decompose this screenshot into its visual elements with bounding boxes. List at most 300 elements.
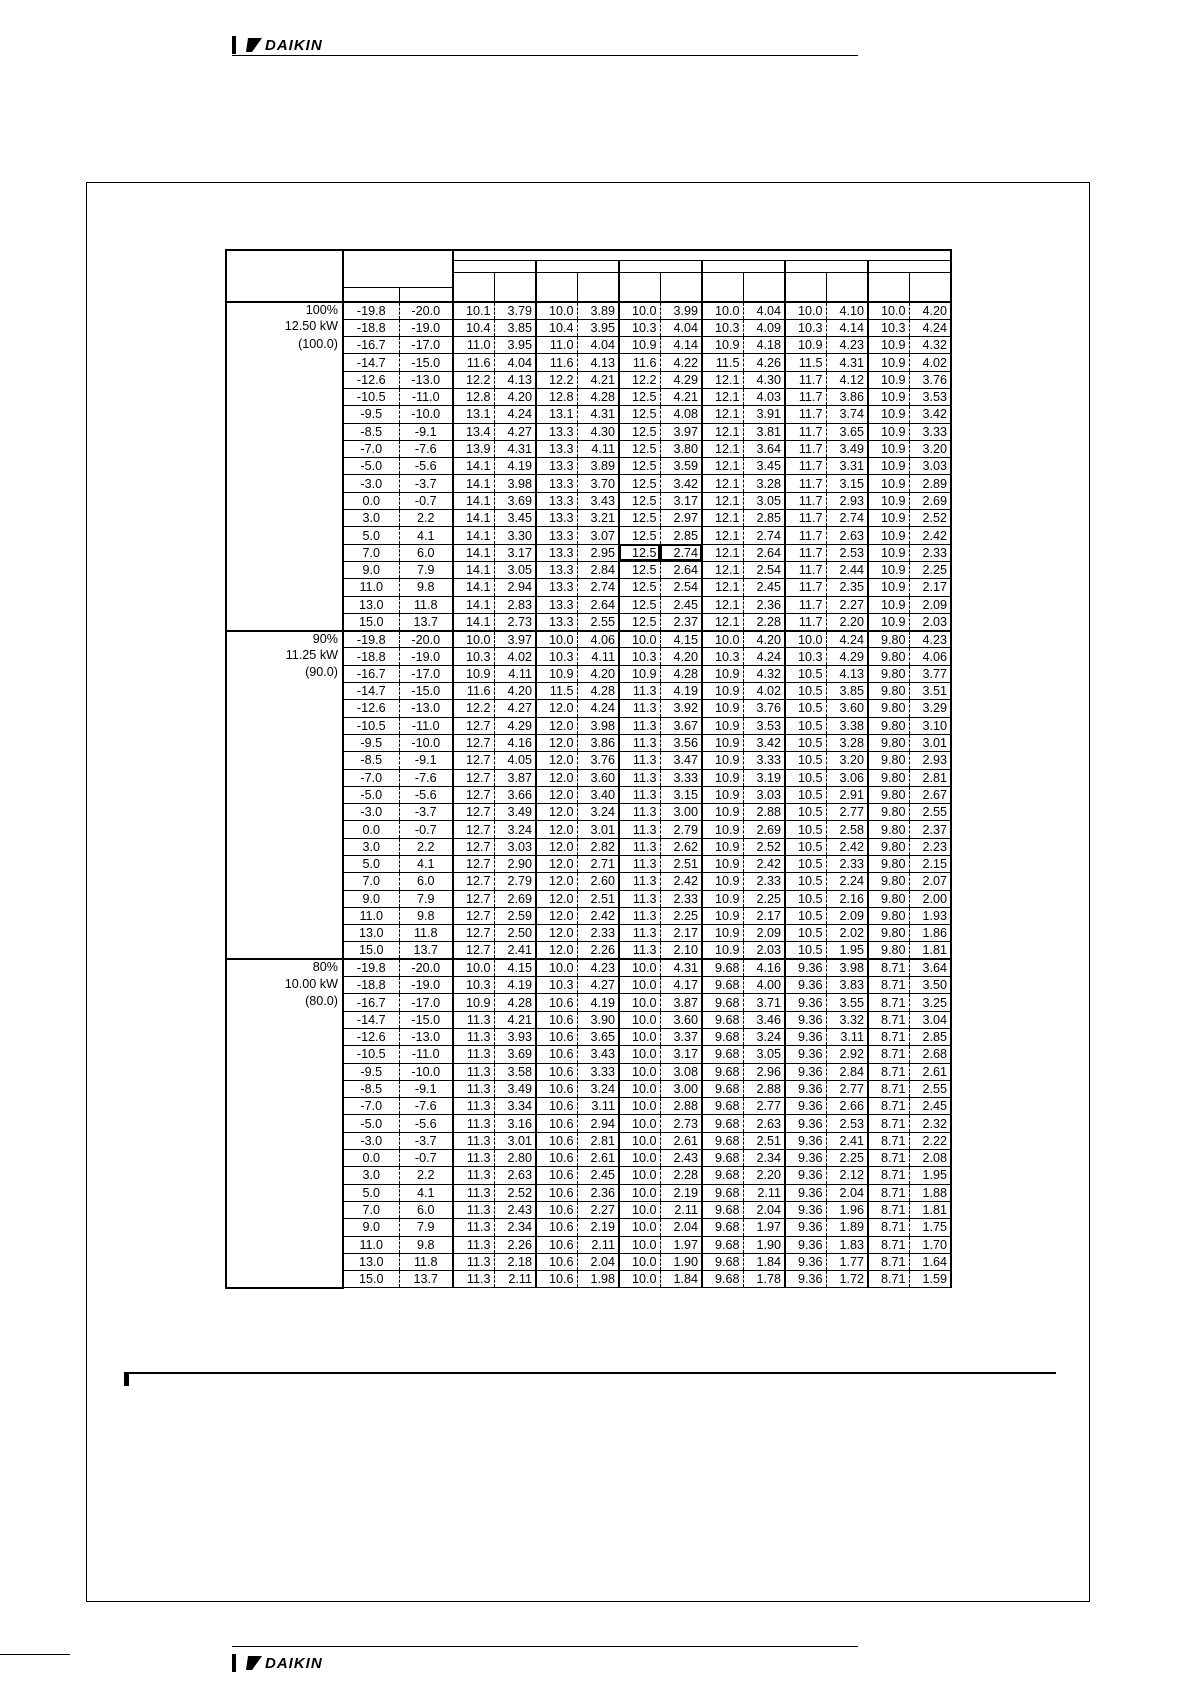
- power-cell: 3.28: [743, 475, 785, 492]
- temp-cell: -7.0: [343, 440, 399, 457]
- power-cell: 2.83: [494, 596, 536, 613]
- capacity-cell: 10.0: [619, 1201, 660, 1218]
- block-label-cell: [226, 890, 343, 907]
- capacity-cell: 11.7: [785, 579, 826, 596]
- power-cell: 4.03: [743, 388, 785, 405]
- power-cell: 4.20: [577, 665, 619, 682]
- power-cell: 3.55: [826, 994, 868, 1011]
- power-cell: 2.20: [743, 1167, 785, 1184]
- capacity-cell: 14.1: [453, 527, 494, 544]
- capacity-cell: 10.0: [619, 994, 660, 1011]
- temp-cell: -5.0: [343, 786, 399, 803]
- capacity-cell: 12.7: [453, 925, 494, 942]
- temp-cell: 15.0: [343, 942, 399, 959]
- temp-cell: -15.0: [399, 354, 453, 371]
- capacity-cell: 10.9: [868, 440, 909, 457]
- power-cell: 3.17: [494, 544, 536, 561]
- power-cell: 2.52: [494, 1184, 536, 1201]
- performance-table: [225, 249, 952, 1289]
- power-cell: 4.24: [743, 648, 785, 665]
- capacity-cell: 10.9: [702, 769, 743, 786]
- power-cell: 3.01: [494, 1132, 536, 1149]
- temp-cell: -3.7: [399, 1132, 453, 1149]
- power-cell: 3.17: [660, 492, 702, 509]
- power-cell: 1.93: [909, 907, 951, 924]
- power-cell: 4.28: [577, 683, 619, 700]
- capacity-cell: 8.71: [868, 1080, 909, 1097]
- capacity-cell: 8.71: [868, 1253, 909, 1270]
- capacity-cell: 10.9: [868, 475, 909, 492]
- capacity-cell: 12.8: [536, 388, 577, 405]
- power-cell: 3.87: [660, 994, 702, 1011]
- capacity-cell: 11.3: [619, 683, 660, 700]
- block-label-cell: [226, 648, 343, 665]
- capacity-cell: 10.3: [785, 648, 826, 665]
- power-cell: 3.91: [743, 406, 785, 423]
- power-cell: 3.95: [577, 319, 619, 336]
- temp-cell: -5.6: [399, 786, 453, 803]
- capacity-cell: 9.36: [785, 1253, 826, 1270]
- power-cell: 3.92: [660, 700, 702, 717]
- capacity-cell: 10.6: [536, 1046, 577, 1063]
- power-cell: 2.77: [826, 804, 868, 821]
- power-cell: 2.17: [909, 579, 951, 596]
- power-cell: 3.64: [909, 959, 951, 976]
- capacity-cell: 9.36: [785, 1046, 826, 1063]
- power-cell: 2.33: [743, 873, 785, 890]
- power-cell: 1.84: [743, 1253, 785, 1270]
- capacity-cell: 10.5: [785, 717, 826, 734]
- power-cell: 2.09: [743, 925, 785, 942]
- table-row: [226, 942, 951, 959]
- power-cell: 2.00: [909, 890, 951, 907]
- capacity-cell: 10.9: [453, 665, 494, 682]
- capacity-cell: 12.2: [453, 371, 494, 388]
- header-cell: [743, 273, 785, 288]
- table-row: [226, 510, 951, 527]
- capacity-cell: 10.9: [702, 856, 743, 873]
- power-cell: 2.81: [909, 769, 951, 786]
- capacity-cell: 10.0: [619, 1236, 660, 1253]
- capacity-cell: 12.0: [536, 717, 577, 734]
- power-cell: 2.33: [577, 925, 619, 942]
- power-cell: 2.61: [577, 1150, 619, 1167]
- temp-cell: 3.0: [343, 838, 399, 855]
- header-cell: [536, 287, 577, 302]
- power-cell: 2.94: [577, 1115, 619, 1132]
- temp-cell: 9.0: [343, 1219, 399, 1236]
- capacity-cell: 10.0: [536, 631, 577, 648]
- power-cell: 2.11: [577, 1236, 619, 1253]
- capacity-cell: 13.4: [453, 423, 494, 440]
- capacity-cell: 10.3: [536, 977, 577, 994]
- power-cell: 3.01: [909, 734, 951, 751]
- power-cell: 4.17: [660, 977, 702, 994]
- capacity-cell: 10.0: [619, 631, 660, 648]
- temp-cell: -19.0: [399, 648, 453, 665]
- footer-logo: [232, 1654, 323, 1672]
- power-cell: 4.27: [494, 423, 536, 440]
- table-row: [226, 579, 951, 596]
- power-cell: 2.69: [494, 890, 536, 907]
- power-cell: 4.24: [494, 406, 536, 423]
- block-label: (80.0): [305, 993, 338, 1008]
- block-label-cell: [226, 977, 343, 994]
- power-cell: 3.15: [660, 786, 702, 803]
- power-cell: 3.00: [660, 804, 702, 821]
- block-label-cell: [226, 440, 343, 457]
- capacity-cell: 12.7: [453, 734, 494, 751]
- table-row: [226, 1236, 951, 1253]
- block-label-cell: [226, 475, 343, 492]
- power-cell: 2.74: [577, 579, 619, 596]
- power-cell: 2.20: [826, 613, 868, 630]
- power-cell: 2.85: [743, 510, 785, 527]
- table-row: [226, 786, 951, 803]
- temp-cell: -3.7: [399, 804, 453, 821]
- capacity-cell: 10.6: [536, 1201, 577, 1218]
- power-cell: 3.81: [743, 423, 785, 440]
- table-row: [226, 734, 951, 751]
- block-label-cell: [226, 337, 343, 354]
- power-cell: 2.82: [577, 838, 619, 855]
- power-cell: 2.27: [577, 1201, 619, 1218]
- power-cell: 4.24: [826, 631, 868, 648]
- capacity-cell: 13.1: [536, 406, 577, 423]
- capacity-cell: 9.68: [702, 1115, 743, 1132]
- power-cell: 2.26: [577, 942, 619, 959]
- capacity-cell: 12.0: [536, 925, 577, 942]
- capacity-cell: 8.71: [868, 1063, 909, 1080]
- temp-cell: -16.7: [343, 665, 399, 682]
- capacity-cell: 9.36: [785, 1201, 826, 1218]
- temp-cell: 0.0: [343, 821, 399, 838]
- power-cell: 3.49: [494, 804, 536, 821]
- capacity-cell: 11.3: [619, 700, 660, 717]
- power-cell: 3.45: [743, 458, 785, 475]
- capacity-cell: 12.5: [619, 492, 660, 509]
- power-cell: 3.77: [909, 665, 951, 682]
- capacity-cell: 10.9: [702, 804, 743, 821]
- power-cell: 1.64: [909, 1253, 951, 1270]
- capacity-cell: 11.7: [785, 510, 826, 527]
- power-cell: 3.34: [494, 1098, 536, 1115]
- power-cell: 4.13: [577, 354, 619, 371]
- capacity-cell: 11.3: [453, 1080, 494, 1097]
- power-cell: 2.45: [743, 579, 785, 596]
- power-cell: 3.95: [494, 337, 536, 354]
- temp-cell: 9.8: [399, 579, 453, 596]
- temp-cell: 13.0: [343, 596, 399, 613]
- capacity-cell: 10.9: [702, 337, 743, 354]
- power-cell: 2.81: [577, 1132, 619, 1149]
- power-cell: 3.99: [660, 302, 702, 319]
- power-cell: 2.93: [826, 492, 868, 509]
- capacity-cell: 10.4: [453, 319, 494, 336]
- temp-cell: -19.8: [343, 631, 399, 648]
- capacity-cell: 9.68: [702, 1011, 743, 1028]
- temp-cell: -14.7: [343, 354, 399, 371]
- power-cell: 2.42: [743, 856, 785, 873]
- power-cell: 1.84: [660, 1271, 702, 1288]
- power-cell: 2.54: [660, 579, 702, 596]
- power-cell: 2.85: [660, 527, 702, 544]
- power-cell: 2.19: [660, 1184, 702, 1201]
- capacity-cell: 10.6: [536, 1080, 577, 1097]
- block-label: 80%: [312, 960, 338, 975]
- power-cell: 2.04: [743, 1201, 785, 1218]
- power-cell: 4.29: [494, 717, 536, 734]
- capacity-cell: 10.3: [619, 319, 660, 336]
- block-label-cell: [226, 388, 343, 405]
- temp-cell: -3.0: [343, 804, 399, 821]
- table-row: [226, 1219, 951, 1236]
- power-cell: 2.79: [660, 821, 702, 838]
- table-row: [226, 838, 951, 855]
- power-cell: 1.88: [909, 1184, 951, 1201]
- capacity-cell: 9.80: [868, 700, 909, 717]
- power-cell: 4.09: [743, 319, 785, 336]
- power-cell: 3.85: [826, 683, 868, 700]
- capacity-cell: 8.71: [868, 1271, 909, 1288]
- temp-cell: 11.8: [399, 925, 453, 942]
- power-cell: 3.98: [494, 475, 536, 492]
- capacity-cell: 11.3: [453, 1150, 494, 1167]
- capacity-cell: 8.71: [868, 959, 909, 976]
- power-cell: 3.15: [826, 475, 868, 492]
- power-cell: 2.32: [909, 1115, 951, 1132]
- temp-cell: -0.7: [399, 1150, 453, 1167]
- power-cell: 4.28: [577, 388, 619, 405]
- capacity-cell: 12.1: [702, 510, 743, 527]
- capacity-cell: 10.9: [868, 510, 909, 527]
- capacity-cell: 10.5: [785, 786, 826, 803]
- power-cell: 2.33: [909, 544, 951, 561]
- header-cell: [909, 273, 951, 288]
- power-cell: 3.33: [743, 752, 785, 769]
- capacity-cell: 9.36: [785, 1150, 826, 1167]
- power-cell: 2.09: [826, 907, 868, 924]
- capacity-cell: 11.3: [619, 786, 660, 803]
- temp-cell: -0.7: [399, 821, 453, 838]
- temp-cell: -16.7: [343, 337, 399, 354]
- capacity-cell: 12.7: [453, 907, 494, 924]
- power-cell: 4.16: [494, 734, 536, 751]
- block-label-cell: [226, 1046, 343, 1063]
- table-row: [226, 700, 951, 717]
- power-cell: 3.37: [660, 1028, 702, 1045]
- capacity-cell: 11.0: [536, 337, 577, 354]
- capacity-cell: 12.0: [536, 873, 577, 890]
- capacity-cell: 13.3: [536, 423, 577, 440]
- power-cell: 3.80: [660, 440, 702, 457]
- power-cell: 4.28: [494, 994, 536, 1011]
- table-row: [226, 648, 951, 665]
- block-label-cell: [226, 319, 343, 336]
- table-row: [226, 319, 951, 336]
- capacity-cell: 12.5: [619, 388, 660, 405]
- capacity-cell: 10.5: [785, 683, 826, 700]
- capacity-cell: 10.9: [868, 423, 909, 440]
- capacity-cell: 12.1: [702, 544, 743, 561]
- capacity-cell: 10.4: [536, 319, 577, 336]
- power-cell: 4.02: [494, 648, 536, 665]
- power-cell: 4.28: [660, 665, 702, 682]
- temp-cell: 0.0: [343, 1150, 399, 1167]
- temp-cell: -15.0: [399, 1011, 453, 1028]
- capacity-cell: 11.3: [619, 838, 660, 855]
- power-cell: 4.04: [743, 302, 785, 319]
- power-cell: 3.47: [660, 752, 702, 769]
- capacity-cell: 12.0: [536, 890, 577, 907]
- temp-cell: -10.5: [343, 388, 399, 405]
- table-row: [226, 1167, 951, 1184]
- power-cell: 3.04: [909, 1011, 951, 1028]
- capacity-cell: 11.3: [453, 1046, 494, 1063]
- capacity-cell: 10.9: [453, 994, 494, 1011]
- capacity-cell: 11.3: [619, 873, 660, 890]
- power-cell: 1.90: [660, 1253, 702, 1270]
- capacity-cell: 10.9: [619, 665, 660, 682]
- power-cell: 3.43: [577, 492, 619, 509]
- capacity-cell: 9.68: [702, 1184, 743, 1201]
- table-row: [226, 717, 951, 734]
- capacity-cell: 11.3: [619, 925, 660, 942]
- capacity-cell: 12.5: [619, 423, 660, 440]
- power-cell: 2.25: [660, 907, 702, 924]
- capacity-cell: 9.80: [868, 942, 909, 959]
- temp-cell: -8.5: [343, 1080, 399, 1097]
- capacity-cell: 10.9: [702, 821, 743, 838]
- power-cell: 3.30: [494, 527, 536, 544]
- power-cell: 2.51: [660, 856, 702, 873]
- power-cell: 3.59: [660, 458, 702, 475]
- temp-cell: -18.8: [343, 648, 399, 665]
- power-cell: 2.11: [494, 1271, 536, 1288]
- capacity-cell: 12.7: [453, 890, 494, 907]
- capacity-cell: 9.68: [702, 1219, 743, 1236]
- header-cell: [494, 273, 536, 288]
- capacity-cell: 9.36: [785, 1080, 826, 1097]
- header-cell: [453, 260, 536, 272]
- capacity-cell: 8.71: [868, 1115, 909, 1132]
- header-cell: [577, 287, 619, 302]
- block-label-cell: [226, 1098, 343, 1115]
- block-label-cell: [226, 1201, 343, 1218]
- power-cell: 3.21: [577, 510, 619, 527]
- brand-name: DAIKIN: [265, 1654, 323, 1672]
- power-cell: 1.78: [743, 1271, 785, 1288]
- capacity-cell: 10.0: [453, 631, 494, 648]
- capacity-cell: 10.9: [868, 388, 909, 405]
- capacity-cell: 10.5: [785, 873, 826, 890]
- footer-rule: [232, 1646, 858, 1647]
- capacity-cell: 11.3: [453, 1271, 494, 1288]
- block-label-cell: [226, 942, 343, 959]
- capacity-cell: 14.1: [453, 458, 494, 475]
- capacity-cell: 10.1: [453, 302, 494, 319]
- power-cell: 4.05: [494, 752, 536, 769]
- capacity-cell: 8.71: [868, 1201, 909, 1218]
- power-cell: 4.14: [660, 337, 702, 354]
- block-label-cell: [226, 510, 343, 527]
- capacity-cell: 11.7: [785, 596, 826, 613]
- power-cell: 2.36: [743, 596, 785, 613]
- capacity-cell: 12.1: [702, 613, 743, 630]
- capacity-cell: 10.5: [785, 804, 826, 821]
- capacity-cell: 9.36: [785, 1236, 826, 1253]
- capacity-cell: 10.3: [702, 319, 743, 336]
- power-cell: 2.74: [660, 544, 702, 561]
- power-cell: 4.23: [826, 337, 868, 354]
- capacity-cell: 10.3: [785, 319, 826, 336]
- power-cell: 3.03: [909, 458, 951, 475]
- power-cell: 3.53: [909, 388, 951, 405]
- capacity-cell: 8.71: [868, 1184, 909, 1201]
- header-cell: [494, 287, 536, 302]
- block-label-cell: [226, 544, 343, 561]
- block-label-cell: [226, 804, 343, 821]
- capacity-cell: 10.3: [702, 648, 743, 665]
- capacity-cell: 8.71: [868, 977, 909, 994]
- power-cell: 3.07: [577, 527, 619, 544]
- temp-cell: -7.0: [343, 1098, 399, 1115]
- capacity-cell: 13.3: [536, 458, 577, 475]
- capacity-cell: 10.9: [702, 734, 743, 751]
- power-cell: 2.42: [909, 527, 951, 544]
- capacity-cell: 11.7: [785, 561, 826, 578]
- capacity-cell: 11.5: [785, 354, 826, 371]
- block-label-cell: [226, 1080, 343, 1097]
- capacity-cell: 11.7: [785, 527, 826, 544]
- power-cell: 3.19: [743, 769, 785, 786]
- capacity-cell: 10.0: [536, 302, 577, 319]
- table-row: [226, 1184, 951, 1201]
- capacity-cell: 14.1: [453, 596, 494, 613]
- table-row: [226, 561, 951, 578]
- power-cell: 3.53: [743, 717, 785, 734]
- block-label: (90.0): [305, 665, 338, 680]
- power-cell: 1.89: [826, 1219, 868, 1236]
- capacity-cell: 12.0: [536, 700, 577, 717]
- capacity-cell: 12.5: [619, 527, 660, 544]
- capacity-cell: 12.5: [619, 596, 660, 613]
- table-row: [226, 959, 951, 976]
- temp-cell: -16.7: [343, 994, 399, 1011]
- block-label: 12.50 kW: [284, 319, 338, 334]
- temp-cell: -17.0: [399, 337, 453, 354]
- table-row: [226, 994, 951, 1011]
- power-cell: 1.86: [909, 925, 951, 942]
- table-row: [226, 440, 951, 457]
- capacity-cell: 10.6: [536, 1115, 577, 1132]
- power-cell: 2.28: [743, 613, 785, 630]
- power-cell: 2.51: [743, 1132, 785, 1149]
- block-label: 90%: [312, 631, 338, 646]
- footer-left-rule: [0, 1654, 70, 1655]
- table-row: [226, 354, 951, 371]
- temp-cell: -5.6: [399, 1115, 453, 1132]
- header-cell: [660, 273, 702, 288]
- header-cell: [660, 287, 702, 302]
- temp-cell: -3.7: [399, 475, 453, 492]
- temp-cell: 11.0: [343, 579, 399, 596]
- header-cell: [453, 287, 494, 302]
- header-cell: [343, 250, 453, 287]
- temp-cell: -20.0: [399, 631, 453, 648]
- table-row: [226, 458, 951, 475]
- header-cell: [785, 260, 868, 272]
